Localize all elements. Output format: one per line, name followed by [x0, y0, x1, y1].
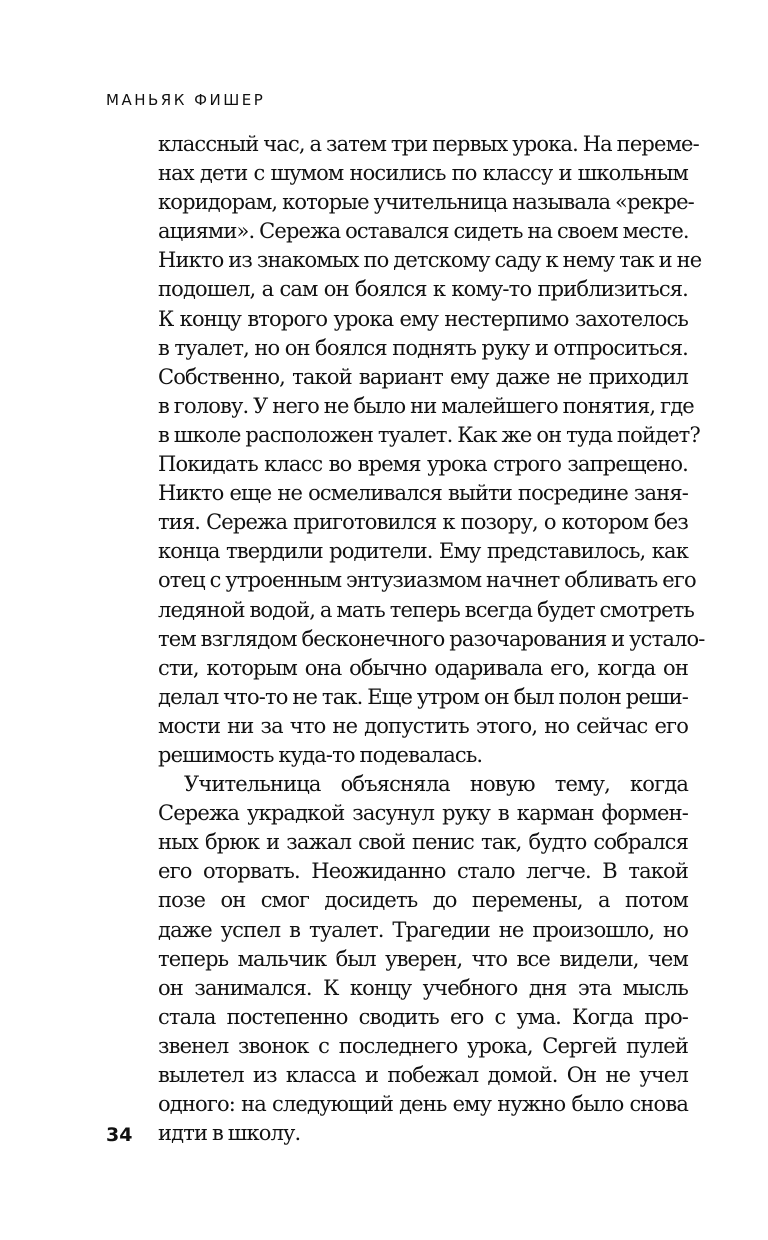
- text-line: ледяной водой, а мать теперь всегда будет смотреть: [158, 597, 695, 622]
- text-line: К концу второго урока ему нестерпимо захотелось: [158, 306, 688, 331]
- text-line: мости ни за что не допустить этого, но сейчас его: [158, 713, 688, 738]
- text-line: идти в школу.: [158, 1121, 301, 1146]
- text-line: вылетел из класса и побежал домой. Он не учел: [158, 1063, 688, 1087]
- text-line: он занимался. К концу учебного дня эта мысль: [158, 975, 688, 1000]
- text-line: позе он смог досидеть до перемены, а потом: [158, 888, 688, 913]
- text-line: сти, которым она обычно одаривала его, когда он: [158, 655, 688, 680]
- text-line: стала постепенно сводить его с ума. Когда про-: [158, 1004, 688, 1029]
- text-line: ациями». Сережа оставался сидеть на своем месте.: [158, 219, 689, 244]
- text-line: Никто из знакомых по детскому саду к нему так и не: [158, 248, 702, 273]
- text-line: нах дети с шумом носились по классу и школьным: [158, 161, 688, 186]
- text-line: подошел, а сам он боялся к кому-то приблизиться.: [158, 277, 688, 302]
- text-line: решимость куда-то подевалась.: [158, 742, 483, 767]
- text-line: Учительница объясняла новую тему, когда: [184, 772, 688, 797]
- text-line: классный час, а затем три первых урока. На переме-: [158, 132, 699, 156]
- text-line: даже успел в туалет. Трагедии не произошло, но: [158, 917, 688, 942]
- text-line: тия. Сережа приготовился к позору, о котором без: [158, 510, 688, 535]
- text-line: одного: на следующий день ему нужно было снова: [158, 1092, 688, 1117]
- text-line: делал что-то не так. Еще утром он был полон реши-: [158, 684, 688, 709]
- text-line: его оторвать. Неожиданно стало легче. В такой: [158, 859, 688, 884]
- text-line: звенел звонок с последнего урока, Сергей пулей: [158, 1033, 688, 1058]
- text-line: ных брюк и зажал свой пенис так, будто собрался: [158, 830, 688, 855]
- text-line: теперь мальчик был уверен, что все видели, чем: [158, 946, 688, 971]
- running-head: МАНЬЯК ФИШЕР: [106, 91, 266, 109]
- text-line: коридорам, которые учительница называла «рекре-: [158, 190, 694, 215]
- text-line: тем взглядом бесконечного разочарования и устало-: [158, 626, 705, 651]
- text-line: Покидать класс во время урока строго запрещено.: [158, 452, 688, 477]
- text-line: в туалет, но он боялся поднять руку и отпроситься.: [158, 335, 688, 360]
- text-line: в школе расположен туалет. Как же он туда пойдет?: [158, 422, 700, 447]
- text-line: в голову. У него не было ни малейшего понятия, где: [158, 393, 694, 418]
- text-line: Сережа украдкой засунул руку в карман формен-: [158, 801, 688, 826]
- page-number: 34: [106, 1124, 133, 1146]
- body-text: [158, 130, 705, 1148]
- text-line: Никто еще не осмеливался выйти посредине заня-: [158, 481, 688, 506]
- text-line: Собственно, такой вариант ему даже не приходил: [158, 364, 688, 389]
- text-line: отец с утроенным энтузиазмом начнет обливать его: [158, 568, 696, 593]
- text-line: конца твердили родители. Ему представилось, как: [158, 539, 688, 564]
